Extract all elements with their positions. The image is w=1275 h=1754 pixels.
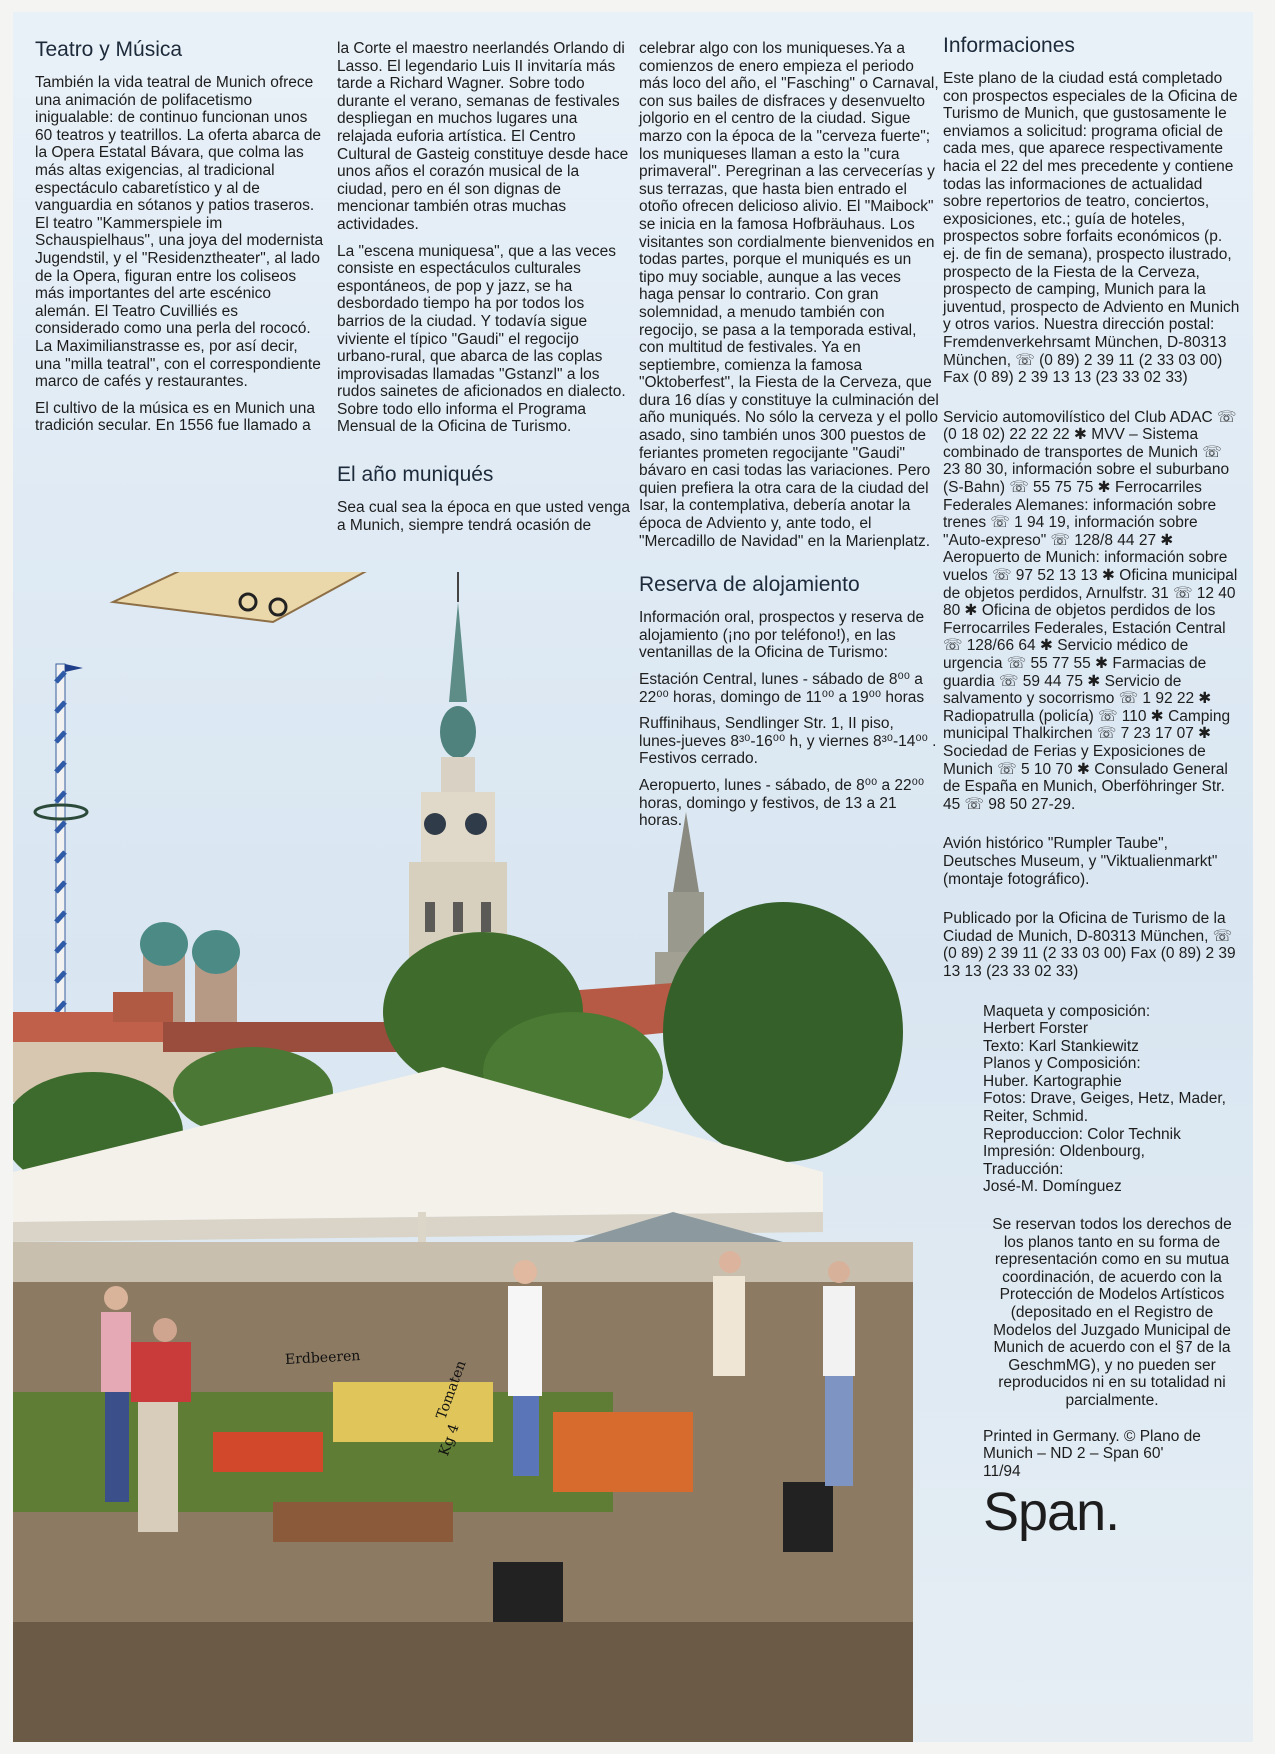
- teatro-paragraph-4: La "escena muniquesa", que a las veces consiste en espectáculos culturales espontáneos, de pop y jazz, se ha desbordado tiempo ha por todos los barrios de la ciudad. Y todavía sigue viviente el típico "Gaudi" el regocijo urbano-rural, que abarca de las coplas improvisadas llamadas "Gstanzl" a los rudos sainetes de aficionados en dialecto. Sobre todo ello informa el Programa Mensual de la Oficina de Turismo.: [337, 242, 626, 436]
- info-printed: Printed in Germany. © Plano de Munich – ND 2 – Span 60': [983, 1427, 1201, 1463]
- credit-line: Reproduccion: Color Technik: [983, 1125, 1181, 1143]
- musica-column: [337, 40, 632, 543]
- reserva-heading: Reserva de alojamiento: [639, 573, 860, 597]
- info-rights: Se reservan todos los derechos de los planos tanto en su forma de representación como en su mutua coordinación, de acuerdo con la Protección de Modelos Artísticos (depositado en el Registro de Modelos del Juzgado Municipal de Munich de acuerdo con el §7 de la GeschmMG), y no pueden ser reproducidos ni en su totalidad ni parcialmente.: [992, 1216, 1232, 1409]
- teatro-paragraph-3: la Corte el maestro neerlandés Orlando di Lasso. El legendario Luis II invitaría más tarde a Richard Wagner. Sobre todo durante el verano, semanas de festivales despliegan en muchos lugares una relajada euforia artística. El Centro Cultural de Gasteig constituye desde hace unos años el corazón musical de la ciudad, pero en él son dignas de mencionar también otras muchas actividades.: [337, 40, 629, 233]
- ano-paragraph-1: Sea cual sea la época en que usted venga a Munich, siempre tendrá ocasión de: [337, 499, 631, 534]
- teatro-paragraph-2: El cultivo de la música es en Munich una tradición secular. En 1556 fue llamado a: [35, 399, 316, 435]
- teatro-column: [35, 38, 325, 444]
- info-services: Servicio automovilístico del Club ADAC ☏ (0 18 02) 22 22 22 ✱ MVV – Sistema combinado de transportes de Munich ☏ 23 80 30, información sobre el suburbano (S-Bahn) ☏ 55 75 75 ✱ Ferrocarriles Federales Alemanes: información sobre trenes ☏ 1 94 19, información sobre "Auto-expreso" ☏ 128/8 44 27 ✱ Aeropuerto de Munich: información sobre vuelos ☏ 97 52 13 13 ✱ Oficina municipal de objetos perdidos, Arnulfstr. 31 ☏ 12 40 80 ✱ Oficina de objetos perdidos de los Ferrocarriles Federales, Estación Central ☏ 128/66 64 ✱ Servicio médico de urgencia ☏ 55 77 55 ✱ Farmacias de guardia ☏ 59 44 75 ✱ Servicio de salvamento y socorrismo ☏ 1 92 22 ✱ Radiopatrulla (policía) ☏ 110 ✱ Camping municipal Thalkirchen ☏ 7 23 17 07 ✱ Sociedad de Ferias y Exposiciones de Munich ☏ 5 10 70 ✱ Consulado General de España en Munich, Oberföhringer Str. 45 ☏ 98 50 27-29.: [943, 408, 1238, 813]
- span-logo: Span.: [983, 1482, 1120, 1543]
- price-sign-kg: Kg 4: [436, 1421, 463, 1459]
- informaciones-column: [943, 34, 1241, 1543]
- reserva-paragraph-2: Estación Central, lunes - sábado de 8⁰⁰ a 22⁰⁰ horas, domingo de 11⁰⁰ a 19⁰⁰ horas: [639, 671, 925, 706]
- ano-column: [639, 40, 939, 839]
- brochure-page: [13, 12, 1253, 1742]
- rumpler-taube-airplane: [13, 572, 383, 622]
- info-photo-credit: Avión histórico "Rumpler Taube", Deutsches Museum, y "Viktualienmarkt" (montaje fotográfico).: [943, 835, 1218, 888]
- credit-line: Impresión: Oldenbourg,: [983, 1143, 1145, 1161]
- price-sign-strawberries: Erdbeeren: [284, 1348, 361, 1368]
- teatro-paragraph-1: También la vida teatral de Munich ofrece una animación de polifacetismo inigualable: de continuo funcionan unos 60 teatros y teatrillos. La oferta abarca de la Opera Estatal Bávara, que colma las más altas exigencias, al tradicional espectáculo cabaretístico y al de vanguardia en sótanos y patios traseros. El teatro "Kammerspiele im Schauspielhaus", una joya del modernista Jugendstil, y el "Residenztheater", al lado de la Opera, figuran entre los coliseos más importantes del arte escénico alemán. El Teatro Cuvilliés es considerado como una perla del rococó. La Maximilianstrasse es, por así decir, una "milla teatral", con el correspondiente marco de cafés y restaurantes.: [35, 74, 324, 391]
- credit-line: Herbert Forster: [983, 1020, 1089, 1038]
- credit-line: Planos y Composición:: [983, 1055, 1141, 1073]
- price-sign-tomatoes: Tomaten: [433, 1358, 470, 1422]
- credit-line: Fotos: Drave, Geiges, Hetz, Mader, Reiter, Schmid.: [983, 1090, 1226, 1126]
- credit-line: José-M. Domínguez: [983, 1178, 1122, 1196]
- credit-line: Traducción:: [983, 1160, 1064, 1178]
- info-publisher: Publicado por la Oficina de Turismo de la Ciudad de Munich, D-80313 München, ☏ (0 89) 2 39 11 (2 33 03 00) Fax (0 89) 2 39 13 13 (23 33 02 33): [943, 910, 1236, 980]
- reserva-paragraph-1: Información oral, prospectos y reserva de alojamiento (¡no por teléfono!), en las ventanillas de la Oficina de Turismo:: [639, 609, 925, 662]
- info-heading: Informaciones: [943, 34, 1075, 57]
- teatro-heading: Teatro y Música: [35, 38, 183, 61]
- info-paragraph-1: Este plano de la ciudad está completado con prospectos especiales de la Oficina de Turismo de Munich, que gustosamente le enviamos a solicitud: programa oficial de cada mes, que aparece respectivamente hacia el 22 del mes precedente y contiene todas las informaciones de actualidad sobre repertorios de teatro, conciertos, exposiciones, etc.; guía de hoteles, prospectos sobre forfaits económicos (p. ej. de fin de semana), prospecto ilustrado, prospecto de la Fiesta de la Cerveza, prospecto de camping, Munich para la juventud, prospecto de Adviento en Munich y otros varios. Nuestra dirección postal: Fremdenverkehrsamt München, D-80313 München, ☏ (0 89) 2 39 11 (2 33 03 00) Fax (0 89) 2 39 13 13 (23 33 02 33): [943, 70, 1240, 387]
- reserva-paragraph-3: Ruffinihaus, Sendlinger Str. 1, II piso, lunes-jueves 8³⁰-16⁰⁰ h, y viernes 8³⁰-14⁰⁰ . Festivos cerrado.: [639, 715, 937, 768]
- reserva-paragraph-4: Aeropuerto, lunes - sábado, de 8⁰⁰ a 22⁰⁰ horas, domingo y festivos, de 13 a 21 horas.: [639, 776, 925, 830]
- ano-heading: El año muniqués: [337, 463, 494, 487]
- credit-line: Huber. Kartographie: [983, 1072, 1122, 1090]
- info-date: 11/94: [983, 1462, 1021, 1480]
- credit-line: Texto: Karl Stankiewitz: [983, 1037, 1139, 1055]
- ano-paragraph-2: celebrar algo con los muniqueses.Ya a comienzos de enero empieza el periodo más loco del año, el "Fasching" o Carnaval, con sus bailes de disfraces y desenvuelto jolgorio en el centro de la ciudad. Sigue marzo con la época de la "cerveza fuerte"; los muniqueses llaman a esto la "cura primaveral". Peregrinan a las cervecerías y sus terrazas, que hasta bien entrado el otoño ofrecen delicioso alivio. El "Maibock" se inicia en la famosa Hofbräuhaus. Los visitantes son cordialmente bienvenidos en todas partes, porque el muniqués es un tipo muy sociable, aunque a las veces haga pensar lo contrario. Con gran solemnidad, a menudo también con regocijo, se pasa a la temporada estival, con multitud de festivales. Ya en septiembre, comienza la famosa "Oktoberfest", la Fiesta de la Cerveza, que dura 16 días y constituye la culminación del año muniqués. No sólo la cerveza y el pollo asado, sino también unos 300 puestos de feriantes prometen regocijante "Gaudi" bávaro en casi todas las variaciones. Pero quien prefiera la otra cara de la ciudad del Isar, la contemplativa, debería anotar la época de Adviento y, ante todo, el "Mercadillo de Navidad" en la Marienplatz.: [639, 40, 939, 550]
- credit-line: Maqueta y composición:: [983, 1002, 1151, 1020]
- info-credits: [943, 1003, 1241, 1197]
